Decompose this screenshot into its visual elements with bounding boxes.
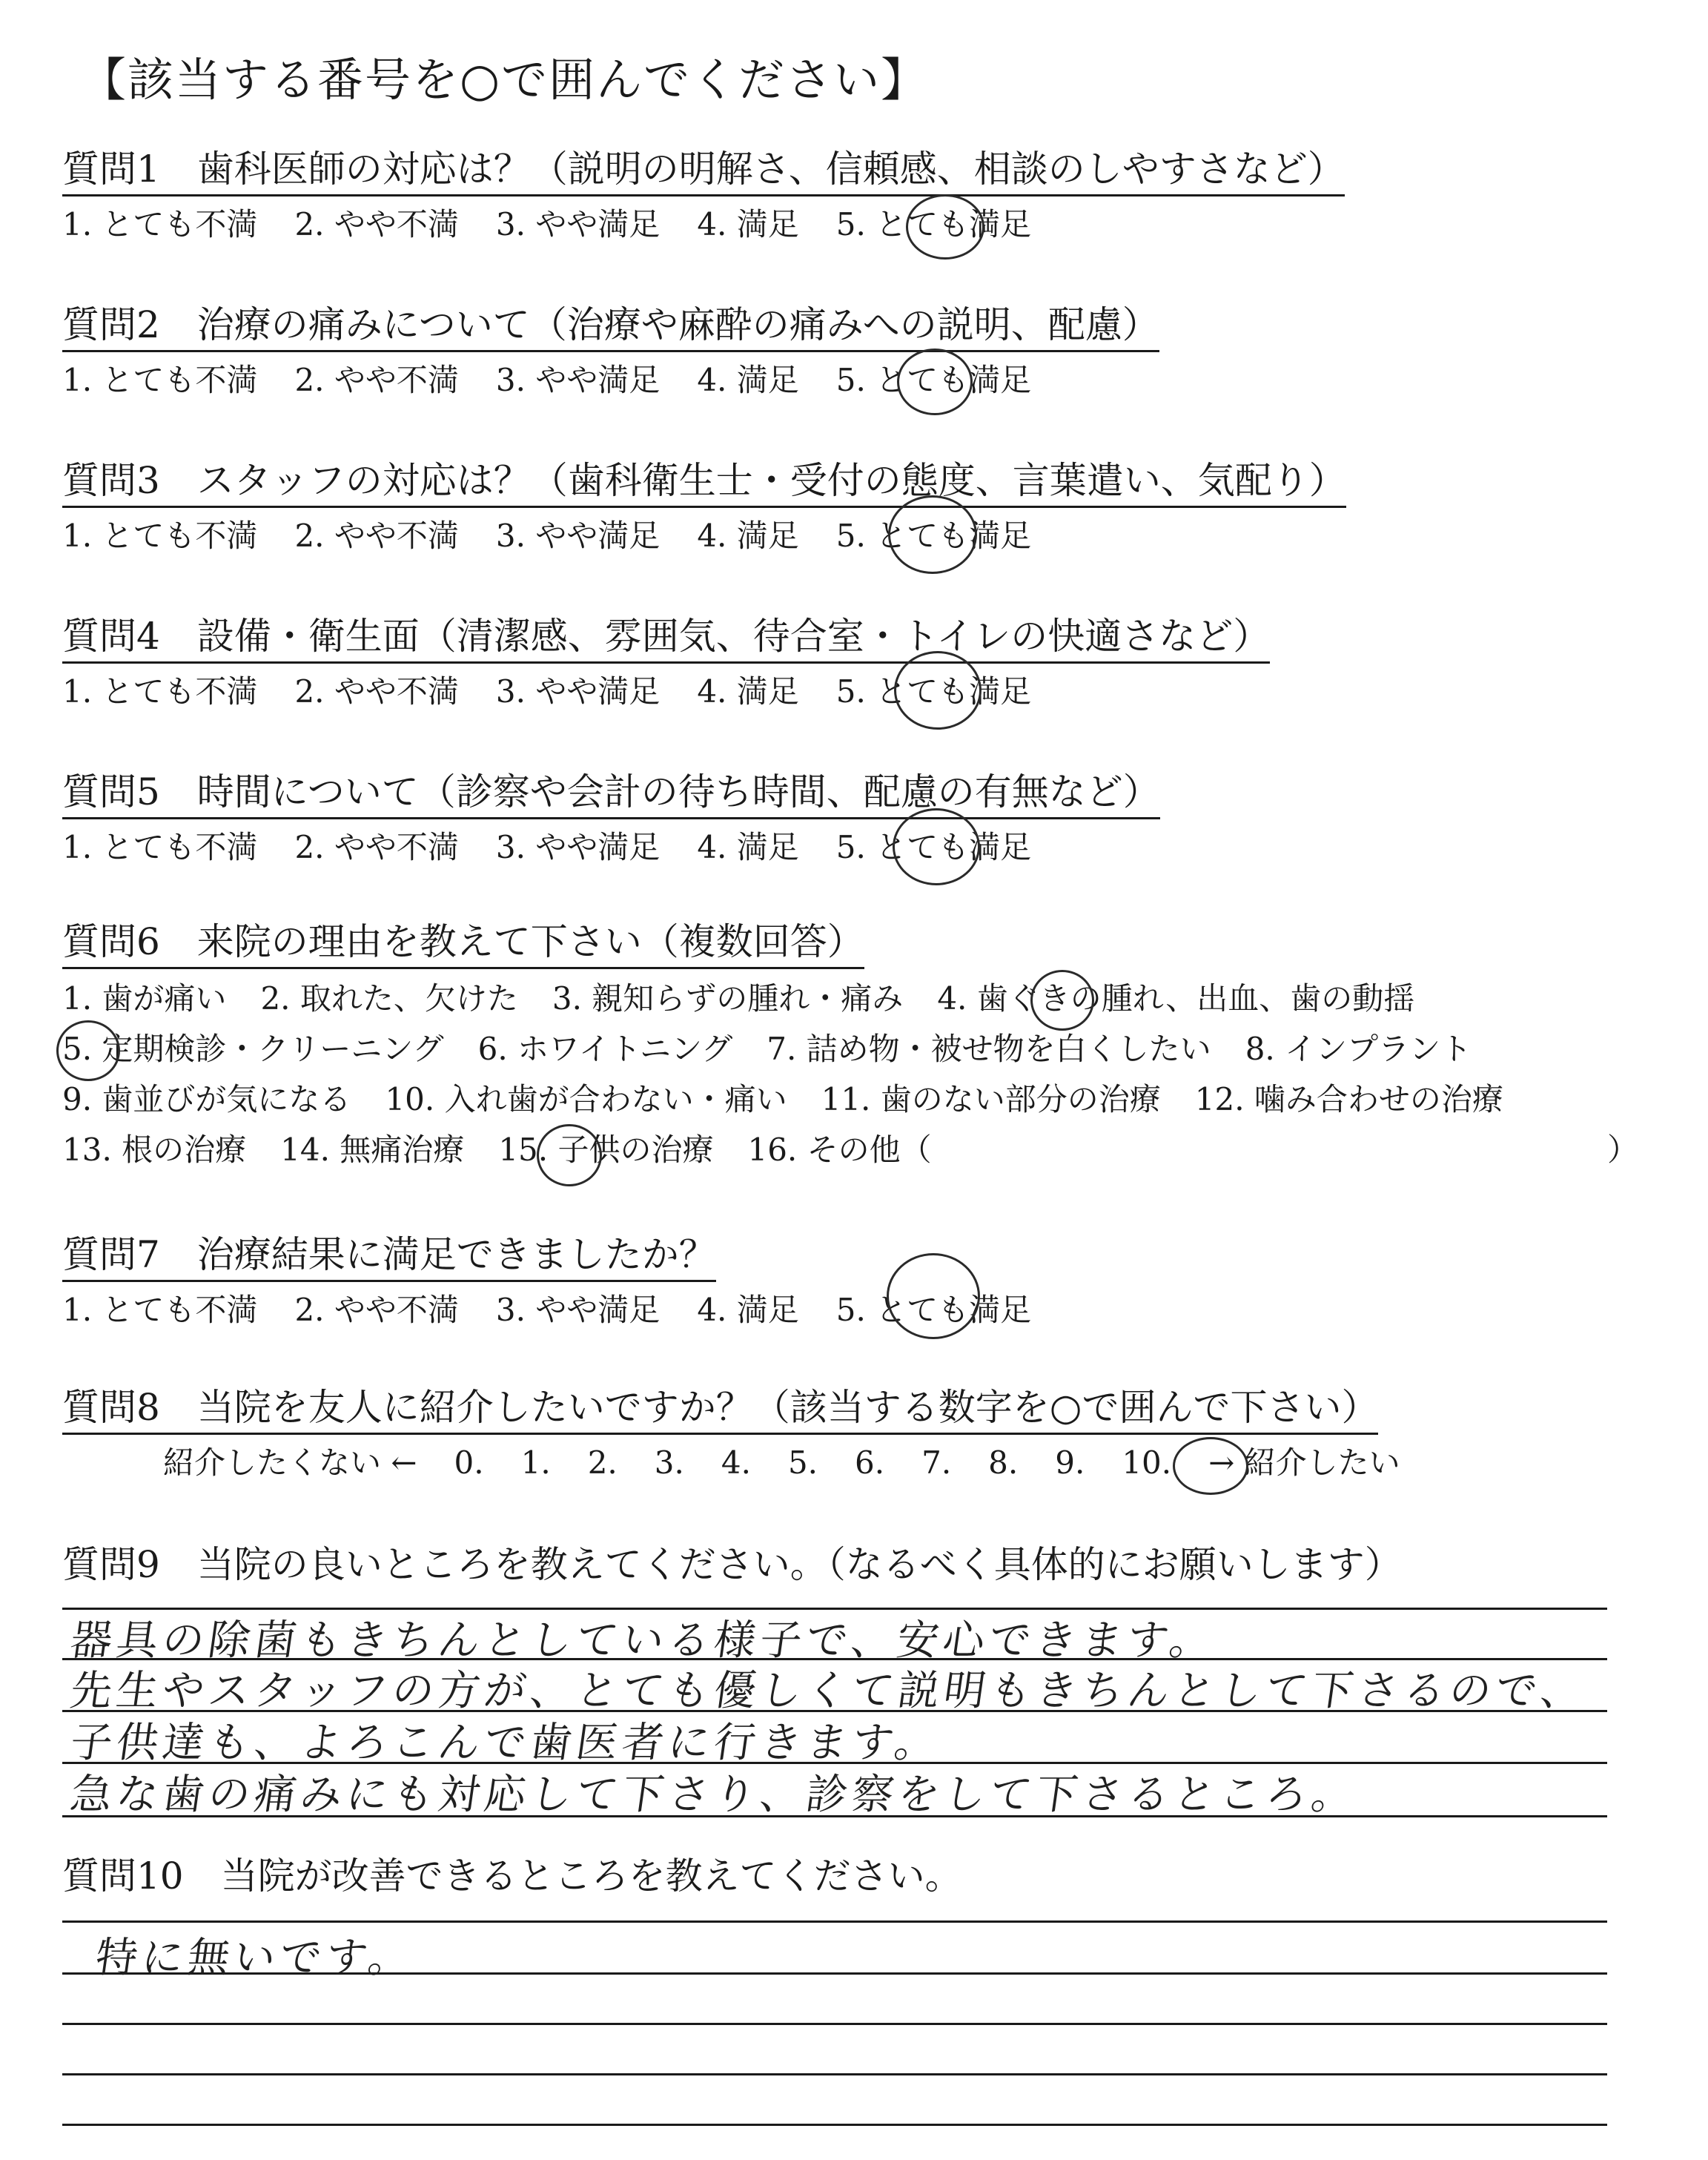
q6-option-10[interactable]: 10. 入れ歯が合わない・痛い [385, 1081, 787, 1117]
question-2-heading: 質問2 治療の痛みについて（治療や麻酔の痛みへの説明、配慮） [62, 303, 1159, 352]
q6-option-12[interactable]: 12. 噛み合わせの治療 [1194, 1081, 1503, 1117]
option-5[interactable]: 5. とても満足 [835, 362, 1032, 398]
option-1[interactable]: 1. とても不満 [62, 518, 258, 554]
option-4[interactable]: 4. 満足 [697, 829, 799, 865]
option-3[interactable]: 3. やや満足 [495, 362, 661, 398]
option-1[interactable]: 1. とても不満 [62, 673, 258, 710]
q6-option-5[interactable]: 5. 定期検診・クリーニング [62, 1031, 444, 1067]
scale-0[interactable]: 0. [454, 1444, 484, 1481]
option-4[interactable]: 4. 満足 [697, 362, 799, 398]
option-3[interactable]: 3. やや満足 [495, 518, 661, 554]
option-2[interactable]: 2. やや不満 [294, 1292, 459, 1328]
option-2[interactable]: 2. やや不満 [294, 829, 459, 865]
scale-5[interactable]: 5. [787, 1444, 818, 1481]
scale-8[interactable]: 8. [988, 1444, 1019, 1481]
question-3-heading: 質問3 スタッフの対応は？（歯科衛生士・受付の態度、言葉遣い、気配り） [62, 458, 1346, 508]
page-title: 【該当する番号を○で囲んでください】 [80, 53, 929, 107]
option-5[interactable]: 5. とても満足 [835, 518, 1032, 554]
scale-4[interactable]: 4. [721, 1444, 751, 1481]
option-3[interactable]: 3. やや満足 [495, 206, 661, 242]
option-2[interactable]: 2. やや不満 [294, 518, 459, 554]
scale-6[interactable]: 6. [855, 1444, 885, 1481]
option-3[interactable]: 3. やや満足 [495, 1292, 661, 1328]
answer-circle-q6-15 [537, 1124, 602, 1186]
q6-option-2[interactable]: 2. 取れた、欠けた [260, 980, 518, 1017]
q6-option-9[interactable]: 9. 歯並びが気になる [62, 1081, 351, 1117]
q6-other-close-paren: ） [1607, 1132, 1639, 1168]
scale-1[interactable]: 1. [520, 1444, 551, 1481]
option-4[interactable]: 4. 満足 [697, 1292, 799, 1328]
answer-circle-q4 [894, 651, 982, 730]
q9-answer-text-3: 子供達も、よろこんで歯医者に行きます。 [67, 1719, 944, 1767]
q6-row-1 [62, 980, 1449, 1017]
q10-answer-text-1: 特に無いです。 [92, 1934, 418, 1982]
option-1[interactable]: 1. とても不満 [62, 829, 258, 865]
q6-option-16[interactable]: 16. その他（ [747, 1132, 932, 1168]
option-2[interactable]: 2. やや不満 [294, 362, 459, 398]
q10-answer-line-5 [62, 2124, 1607, 2126]
answer-circle-q5 [893, 808, 980, 885]
option-5[interactable]: 5. とても満足 [835, 1292, 1032, 1328]
answer-circle-q3 [888, 495, 977, 574]
option-5[interactable]: 5. とても満足 [835, 206, 1032, 242]
question-9-heading: 質問9 当院の良いところを教えてください。（なるべく具体的にお願いします） [62, 1543, 1402, 1586]
q6-option-15[interactable]: 15. 子供の治療 [498, 1132, 714, 1168]
scale-left-label: 紹介したくない ← [163, 1444, 417, 1481]
option-4[interactable]: 4. 満足 [697, 673, 799, 710]
q6-option-7[interactable]: 7. 詰め物・被せ物を白くしたい [767, 1031, 1211, 1067]
answer-circle-q1 [906, 194, 984, 260]
q6-option-14[interactable]: 14. 無痛治療 [280, 1132, 465, 1168]
question-1-heading: 質問1 歯科医師の対応は？（説明の明解さ、信頼感、相談のしやすさなど） [62, 147, 1345, 196]
answer-circle-q2 [897, 349, 973, 415]
q6-row-4 [62, 1132, 966, 1169]
q6-row-2 [62, 1031, 1506, 1068]
q10-answer-line-1 [62, 1920, 1607, 1923]
q6-option-1[interactable]: 1. 歯が痛い [62, 980, 227, 1017]
q6-option-4[interactable]: 4. 歯ぐきの腫れ、出血、歯の動揺 [937, 980, 1415, 1017]
option-2[interactable]: 2. やや不満 [294, 206, 459, 242]
q10-answer-line-4 [62, 2073, 1607, 2075]
option-4[interactable]: 4. 満足 [697, 518, 799, 554]
question-8-heading: 質問8 当院を友人に紹介したいですか？（該当する数字を○で囲んで下さい） [62, 1385, 1378, 1435]
option-3[interactable]: 3. やや満足 [495, 829, 661, 865]
scale-9[interactable]: 9. [1055, 1444, 1085, 1481]
scale-10[interactable]: 10. [1122, 1444, 1172, 1481]
answer-circle-q7 [887, 1253, 980, 1339]
option-5[interactable]: 5. とても満足 [835, 673, 1032, 710]
question-6-heading: 質問6 来院の理由を教えて下さい（複数回答） [62, 919, 864, 969]
answer-circle-q6-5 [56, 1020, 120, 1081]
option-1[interactable]: 1. とても不満 [62, 1292, 258, 1328]
q6-option-13[interactable]: 13. 根の治療 [62, 1132, 247, 1168]
scale-2[interactable]: 2. [587, 1444, 618, 1481]
option-2[interactable]: 2. やや不満 [294, 673, 459, 710]
question-4-heading: 質問4 設備・衛生面（清潔感、雰囲気、待合室・トイレの快適さなど） [62, 614, 1270, 664]
q10-answer-line-3 [62, 2023, 1607, 2025]
scale-3[interactable]: 3. [654, 1444, 684, 1481]
answer-circle-q6-4 [1030, 970, 1094, 1031]
q9-answer-text-4: 急な歯の痛みにも対応して下さり、診察をして下さるところ。 [67, 1771, 1361, 1819]
option-4[interactable]: 4. 満足 [697, 206, 799, 242]
q9-answer-text-2: 先生やスタッフの方が、とても優しくて説明もきちんとして下さるので、 [67, 1667, 1590, 1715]
q6-option-8[interactable]: 8. インプラント [1245, 1031, 1472, 1067]
q9-answer-text-1: 器具の除菌もきちんとしている様子で、安心できます。 [67, 1616, 1219, 1665]
option-3[interactable]: 3. やや満足 [495, 673, 661, 710]
option-1[interactable]: 1. とても不満 [62, 206, 258, 242]
question-5-heading: 質問5 時間について（診察や会計の待ち時間、配慮の有無など） [62, 770, 1160, 819]
question-10-heading: 質問10 当院が改善できるところを教えてください。 [62, 1855, 962, 1898]
answer-circle-q8 [1173, 1437, 1248, 1495]
option-5[interactable]: 5. とても満足 [835, 829, 1032, 865]
scale-right-label: → 紹介したい [1208, 1444, 1400, 1481]
option-1[interactable]: 1. とても不満 [62, 362, 258, 398]
question-7-heading: 質問7 治療結果に満足できましたか？ [62, 1232, 716, 1282]
q6-option-3[interactable]: 3. 親知らずの腫れ・痛み [552, 980, 904, 1017]
q6-row-3 [62, 1081, 1537, 1118]
q6-option-11[interactable]: 11. 歯のない部分の治療 [821, 1081, 1161, 1117]
q6-option-6[interactable]: 6. ホワイトニング [477, 1031, 733, 1067]
scale-7[interactable]: 7. [921, 1444, 952, 1481]
